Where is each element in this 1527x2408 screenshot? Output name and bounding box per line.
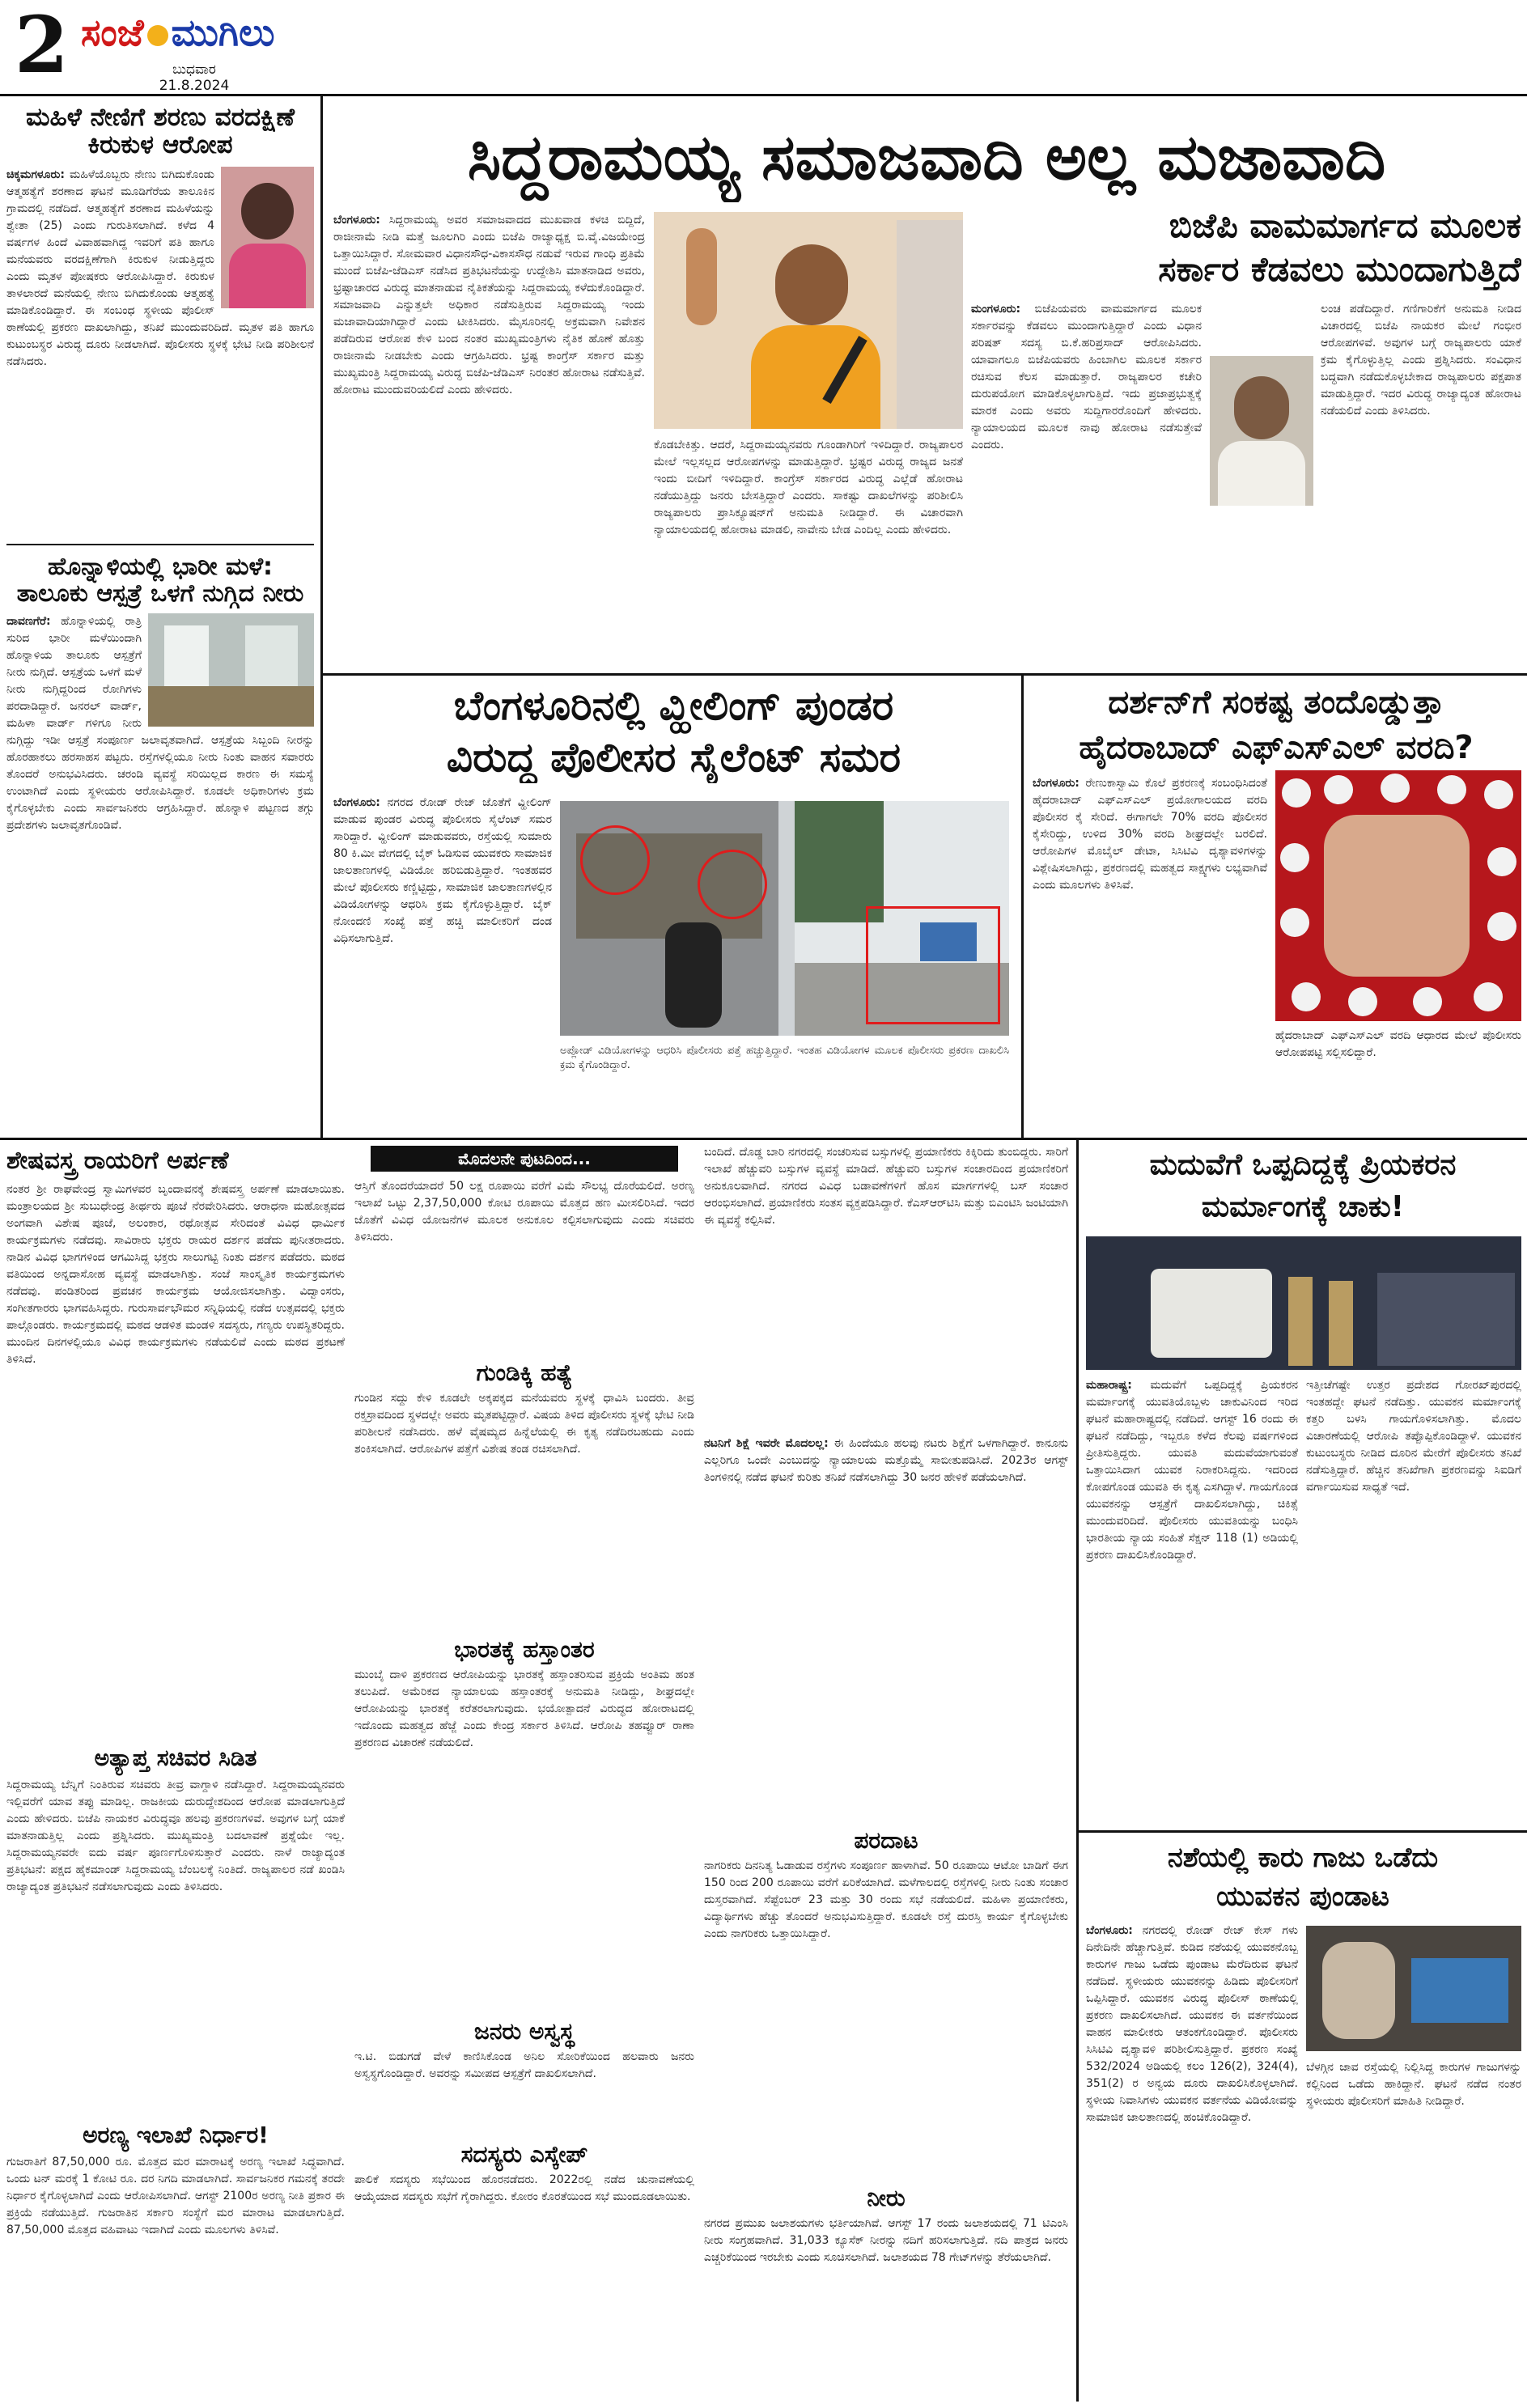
continued-text1: ಆಸ್ತಿಗೆ ತೊಂದರೆಯಾದರೆ 50 ಲಕ್ಷ ರೂಪಾಯಿ ವರೆಗೆ ವಿಮೆ ಸೌಲಭ್ಯ ದೊರೆಯಲಿದೆ. ಅರಣ್ಯ ಇಲಾಖೆ ಒಟ್ಟು 2,37,50,000 ಕೋಟಿ ರೂಪಾಯಿ ಮೊತ್ತದ ಹಣ ಮೀಸಲಿರಿಸಿದೆ. ಇದರ ಜೊತೆಗೆ ವಿವಿಧ ಯೋಜನೆಗಳ ಮೂಲಕ ಅನುಕೂಲ ಕಲ್ಪಿಸಲಾಗುವುದು ಎಂದು ಸಚಿವರು ತಿಳಿಸಿದರು. xyxy=(354,1180,694,1244)
left-story1-dateline: ಚಿಕ್ಕಮಗಳೂರು: xyxy=(6,168,65,182)
masthead xyxy=(0,0,1527,95)
lead-col1-dateline: ಬೆಂಗಳೂರು: xyxy=(333,214,380,227)
sheshavastra-column xyxy=(6,1144,345,2402)
neeru-subhead: ನೀರು xyxy=(867,2185,906,2211)
photo-ward xyxy=(245,625,298,686)
lover-body2: ಇತ್ತೀಚೆಗಷ್ಟೇ ಉತ್ತರ ಪ್ರದೇಶದ ಗೋರಖ್‌ಪುರದಲ್ಲಿ ಇಂತಹದ್ದೇ ಘಟನೆ ನಡೆದಿತ್ತು. ಯುವಕನ ಮರ್ಮಾಂಗಕ್ಕೆ ಕತ್ತರಿ ಬಳಸಿ ಗಾಯಗೊಳಿಸಲಾಗಿತ್ತು. ಮೊದಲ ವಿಚಾರಣೆಯಲ್ಲಿ ಆರೋಪಿ ತಪ್ಪೊಪ್ಪಿಕೊಂಡಿದ್ದಾಳೆ. ಯುವಕನ ಕುಟುಂಬಸ್ಥರು ನೀಡಿದ ದೂರಿನ ಮೇರೆಗೆ ಪೊಲೀಸರು ತನಿಖೆ ನಡೆಸುತ್ತಿದ್ದಾರೆ. ಹೆಚ್ಚಿನ ತನಿಖೆಗಾಗಿ ಪ್ರಕರಣವನ್ನು ಸಿಐಡಿಗೆ ವರ್ಗಾಯಿಸುವ ಸಾಧ್ಯತೆ ಇದೆ. xyxy=(1306,1379,1521,1494)
hariprasad-photo xyxy=(1210,356,1313,506)
escape-text: ಪಾಲಿಕೆ ಸದಸ್ಯರು ಸಭೆಯಿಂದ ಹೊರನಡೆದರು. 2022ರಲ್ಲಿ ನಡೆದ ಚುನಾವಣೆಯಲ್ಲಿ ಆಯ್ಕೆಯಾದ ಸದಸ್ಯರು ಸಭೆಗೆ ಗೈರಾಗಿದ್ದರು. ಕೋರಂ ಕೊರತೆಯಿಂದ ಸಭೆ ಮುಂದೂಡಲಾಯಿತು. xyxy=(354,2173,694,2203)
lover-text: ಮದುವೆಗೆ ಒಪ್ಪದಿದ್ದಕ್ಕೆ ಪ್ರಿಯಕರನ ಮರ್ಮಾಂಗಕ್ಕೆ ಯುವತಿಯೊಬ್ಬಳು ಚಾಕುವಿನಿಂದ ಇರಿದ ಘಟನೆ ಮಹಾರಾಷ್ಟ್ರದಲ್ಲಿ ನಡೆದಿದೆ. ಆಗಸ್ಟ್ 16 ರಂದು ಈ ಘಟನೆ ನಡೆದಿದ್ದು, ಇಬ್ಬರೂ ಕಳೆದ ಕೆಲವು ವರ್ಷಗಳಿಂದ ಪ್ರೀತಿಸುತ್ತಿದ್ದರು. ಯುವತಿ ಮದುವೆಯಾಗುವಂತೆ ಒತ್ತಾಯಿಸಿದಾಗ ಯುವಕ ನಿರಾಕರಿಸಿದ್ದನು. ಇದರಿಂದ ಕೋಪಗೊಂಡ ಯುವತಿ ಈ ಕೃತ್ಯ ಎಸಗಿದ್ದಾಳೆ. ಗಾಯಗೊಂಡ ಯುವಕನನ್ನು ಆಸ್ಪತ್ರೆಗೆ ದಾಖಲಿಸಲಾಗಿದ್ದು, ಚಿಕಿತ್ಸೆ ಮುಂದುವರಿದಿದೆ. ಪೊಲೀಸರು ಯುವತಿಯನ್ನು ಬಂಧಿಸಿ ಭಾರತೀಯ ನ್ಯಾಯ ಸಂಹಿತೆ ಸೆಕ್ಷನ್ 118 (1) ಅಡಿಯಲ್ಲಿ ಪ್ರಕರಣ ದಾಖಲಿಸಿಕೊಂಡಿದ್ದಾರೆ. xyxy=(1086,1379,1298,1562)
lead-col1 xyxy=(333,212,645,665)
gundikki-subhead: ಗುಂಡಿಕ್ಕಿ ಹತ್ಯೆ xyxy=(476,1359,573,1386)
photo-face xyxy=(1234,376,1289,439)
newspaper-logo xyxy=(81,6,308,58)
left-divider xyxy=(6,544,314,545)
lead-subhead xyxy=(971,204,1521,291)
sick-text: ಇ.ಟಿ. ಬಿಡುಗಡೆ ವೇಳೆ ಕಾಣಿಸಿಕೊಂಡ ಅನಿಲ ಸೋರಿಕೆಯಿಂದ ಹಲವಾರು ಜನರು ಅಸ್ವಸ್ಥಗೊಂಡಿದ್ದಾರೆ. ಅವರನ್ನು ಸಮೀಪದ ಆಸ್ಪತ್ರೆಗೆ ದಾಖಲಿಸಲಾಗಿದೆ. xyxy=(354,2050,694,2080)
photo-door xyxy=(164,625,209,686)
darshan-collage-photo xyxy=(1275,770,1521,1021)
flooded-hospital-photo xyxy=(148,613,314,727)
photo-policeman xyxy=(1329,1281,1353,1366)
lead-subhead-line1: ಬಿಜೆಪಿ ವಾಮಮಾರ್ಗದ ಮೂಲಕ xyxy=(1169,206,1521,245)
left-story1-body xyxy=(6,167,314,539)
paradata-text: ನಾಗರಿಕರು ದಿನನಿತ್ಯ ಓಡಾಡುವ ರಸ್ತೆಗಳು ಸಂಪೂರ್ಣ ಹಾಳಾಗಿವೆ. 50 ರೂಪಾಯಿ ಆಟೋ ಬಾಡಿಗೆ ಈಗ 150 ರಿಂದ 200 ರೂಪಾಯಿ ವರೆಗೆ ಏರಿಕೆಯಾಗಿದೆ. ಮಳೆಗಾಲದಲ್ಲಿ ರಸ್ತೆಗಳಲ್ಲಿ ನೀರು ನಿಂತು ಸಂಚಾರ ದುಸ್ತರವಾಗಿದೆ. ಸೆಪ್ಟೆಂಬರ್ 23 ಮತ್ತು 30 ರಂದು ಸಭೆ ನಡೆಯಲಿದೆ. ಮಹಿಳಾ ಪ್ರಯಾಣಿಕರು, ವಿದ್ಯಾರ್ಥಿಗಳು ಹೆಚ್ಚು ತೊಂದರೆ ಅನುಭವಿಸುತ್ತಿದ್ದಾರೆ. ಕೂಡಲೇ ರಸ್ತೆ ದುರಸ್ತಿ ಕಾರ್ಯ ಕೈಗೊಳ್ಳಬೇಕು ಎಂದು ನಾಗರಿಕರು ಒತ್ತಾಯಿಸಿದ್ದಾರೆ. xyxy=(704,1859,1068,1940)
sheshavastra-headline: ಶೇಷವಸ್ತ್ರ ರಾಯರಿಗೆ ಅರ್ಪಣೆ xyxy=(6,1147,229,1175)
continued-tag: ಮೊದಲನೇ ಪುಟದಿಂದ... xyxy=(371,1146,678,1172)
photo-trees xyxy=(795,801,884,922)
darshan-headline-line2: ಹೈದರಾಬಾದ್ ಎಫ್‌ಎಸ್‌ಎಲ್ ವರದಿ? xyxy=(1079,729,1474,766)
photo-portrait-circle xyxy=(1381,774,1410,803)
gundikki-text: ಗುಂಡಿನ ಸದ್ದು ಕೇಳಿ ಕೂಡಲೇ ಅಕ್ಕಪಕ್ಕದ ಮನೆಯವರು ಸ್ಥಳಕ್ಕೆ ಧಾವಿಸಿ ಬಂದರು. ತೀವ್ರ ರಕ್ತಸ್ರಾವದಿಂದ ಸ್ಥಳದಲ್ಲೇ ಅವರು ಮೃತಪಟ್ಟಿದ್ದಾರೆ. ವಿಷಯ ತಿಳಿದ ಪೊಲೀಸರು ಸ್ಥಳಕ್ಕೆ ಭೇಟಿ ನೀಡಿ ಪರಿಶೀಲನೆ ನಡೆಸಿದರು. ಹಳೆ ವೈಷಮ್ಯದ ಹಿನ್ನೆಲೆಯಲ್ಲಿ ಈ ಕೃತ್ಯ ನಡೆದಿರಬಹುದು ಎಂದು ಶಂಕಿಸಲಾಗಿದೆ. ಆರೋಪಿಗಳ ಪತ್ತೆಗೆ ವಿಶೇಷ ತಂಡ ರಚಿಸಲಾಗಿದೆ. xyxy=(354,1392,694,1456)
photo-portrait-circle xyxy=(1324,775,1353,804)
wheeling-caption: ಅಪ್ಲೋಡ್ ವಿಡಿಯೋಗಳನ್ನು ಆಧರಿಸಿ ಪೊಲೀಸರು ಪತ್ತೆ ಹಚ್ಚುತ್ತಿದ್ದಾರೆ. ಇಂತಹ ವಿಡಿಯೋಗಳ ಮೂಲಕ ಪೊಲೀಸರು ಪ್ರಕರಣ ದಾಖಲಿಸಿ ಕ್ರಮ ಕೈಗೊಂಡಿದ್ದಾರೆ. xyxy=(560,1045,1009,1071)
photo-face-shape xyxy=(241,183,294,240)
photo-portrait-circle xyxy=(1348,987,1377,1016)
lead-col2-text: ಕೊಡಬೇಕಿತ್ತು. ಆದರೆ, ಸಿದ್ದರಾಮಯ್ಯನವರು ಗೂಂಡಾಗಿರಿಗೆ ಇಳಿದಿದ್ದಾರೆ. ರಾಜ್ಯಪಾಲರ ಮೇಲೆ ಇಲ್ಲಸಲ್ಲದ ಆರೋಪಗಳನ್ನು ಮಾಡುತ್ತಿದ್ದಾರೆ. ಭ್ರಷ್ಟರ ವಿರುದ್ಧ ರಾಜ್ಯದ ಜನತೆ ಇಂದು ಬೀದಿಗೆ ಇಳಿದಿದ್ದಾರೆ. ಕಾಂಗ್ರೆಸ್ ಸರ್ಕಾರದ ವಿರುದ್ಧ ಎಲ್ಲೆಡೆ ಹೋರಾಟ ನಡೆಯುತ್ತಿದ್ದು ಜನರು ಬೇಸತ್ತಿದ್ದಾರೆ ಎಂದರು. ಸಾಕಷ್ಟು ದಾಖಲೆಗಳನ್ನು ಪರಿಶೀಲಿಸಿ ರಾಜ್ಯಪಾಲರು ಪ್ರಾಸಿಕ್ಯೂಷನ್‌ಗೆ ಅನುಮತಿ ನೀಡಿದ್ದಾರೆ. ಈ ವಿಚಾರವಾಗಿ ನ್ಯಾಯಾಲಯದಲ್ಲಿ ಹೋರಾಟ ಮಾಡಲಿ, ನಾವೇನು ಬೇಡ ಎಂದಿಲ್ಲ ಎಂದು ಹೇಳಿದರು. xyxy=(654,439,963,536)
photo-portrait-circle xyxy=(1282,778,1311,808)
photo-portrait-circle xyxy=(1487,847,1516,876)
escape-subhead: ಸದಸ್ಯರು ಎಸ್ಕೇಪ್ xyxy=(460,2141,588,2168)
ganja-headline-line1: ನಶೆಯಲ್ಲಿ ಕಾರು ಗಾಜು ಒಡೆದು xyxy=(1167,1842,1439,1874)
logo-part1: ಸಂಜೆ xyxy=(81,11,144,54)
top-rule xyxy=(0,94,1527,96)
lead-subhead-line2: ಸರ್ಕಾರ ಕೆಡವಲು ಮುಂದಾಗುತ್ತಿದೆ xyxy=(1158,249,1521,289)
highlight-box xyxy=(866,906,1000,1024)
left-column-rule xyxy=(320,95,323,1139)
handover-text: ಮುಂಬೈ ದಾಳಿ ಪ್ರಕರಣದ ಆರೋಪಿಯನ್ನು ಭಾರತಕ್ಕೆ ಹಸ್ತಾಂತರಿಸುವ ಪ್ರಕ್ರಿಯೆ ಅಂತಿಮ ಹಂತ ತಲುಪಿದೆ. ಅಮೆರಿಕದ ನ್ಯಾಯಾಲಯ ಹಸ್ತಾಂತರಕ್ಕೆ ಅನುಮತಿ ನೀಡಿದ್ದು, ಶೀಘ್ರದಲ್ಲೇ ಆರೋಪಿಯನ್ನು ಭಾರತಕ್ಕೆ ಕರೆತರಲಾಗುವುದು. ಭಯೋತ್ಪಾದನೆ ವಿರುದ್ಧದ ಹೋರಾಟದಲ್ಲಿ ಇದೊಂದು ಮಹತ್ವದ ಹೆಜ್ಜೆ ಎಂದು ಕೇಂದ್ರ ಸರ್ಕಾರ ತಿಳಿಸಿದೆ. ಆರೋಪಿ ತಹವ್ವೂರ್ ರಾಣಾ ಪ್ರಕರಣದ ವಿಚಾರಣೆ ನಡೆಯಲಿದೆ. xyxy=(354,1668,694,1749)
lead-col3 xyxy=(971,301,1202,667)
lead-col3-text: ಬಿಜೆಪಿಯವರು ವಾಮಮಾರ್ಗದ ಮೂಲಕ ಸರ್ಕಾರವನ್ನು ಕೆಡವಲು ಮುಂದಾಗುತ್ತಿದ್ದಾರೆ ಎಂದು ವಿಧಾನ ಪರಿಷತ್ ಸದಸ್ಯ ಬಿ.ಕೆ.ಹರಿಪ್ರಸಾದ್ ಆರೋಪಿಸಿದರು. ಯಾವಾಗಲೂ ಬಿಜೆಪಿಯವರು ಹಿಂಬಾಗಿಲ ಮೂಲಕ ಸರ್ಕಾರ ರಚಿಸುವ ಕೆಲಸ ಮಾಡುತ್ತಾರೆ. ರಾಜ್ಯಪಾಲರ ಕಚೇರಿ ದುರುಪಯೋಗ ಮಾಡಿಕೊಳ್ಳಲಾಗುತ್ತಿದೆ. ಇದು ಪ್ರಜಾಪ್ರಭುತ್ವಕ್ಕೆ ಮಾರಕ ಎಂದು ಅವರು ಸುದ್ದಿಗಾರರೊಂದಿಗೆ ಹೇಳಿದರು. ನ್ಯಾಯಾಲಯದ ಮೂಲಕ ನಾವು ಹೋರಾಟ ನಡೆಸುತ್ತೇವೆ ಎಂದರು. xyxy=(971,303,1202,451)
middle-column xyxy=(704,1144,1068,2402)
minister-text: ಸಿದ್ದರಾಮಯ್ಯ ಬೆನ್ನಿಗೆ ನಿಂತಿರುವ ಸಚಿವರು ತೀವ್ರ ವಾಗ್ದಾಳಿ ನಡೆಸಿದ್ದಾರೆ. ಸಿದ್ದರಾಮಯ್ಯನವರು ಇಲ್ಲಿವರೆಗೆ ಯಾವ ತಪ್ಪು ಮಾಡಿಲ್ಲ. ರಾಜಕೀಯ ದುರುದ್ದೇಶದಿಂದ ಆರೋಪ ಮಾಡಲಾಗುತ್ತಿದೆ ಎಂದು ಹೇಳಿದರು. ಬಿಜೆಪಿ ನಾಯಕರ ವಿರುದ್ಧವೂ ಹಲವು ಪ್ರಕರಣಗಳಿವೆ. ಅವುಗಳ ಬಗ್ಗೆ ಯಾಕೆ ಮಾತನಾಡುತ್ತಿಲ್ಲ ಎಂದು ಪ್ರಶ್ನಿಸಿದರು. ಮುಖ್ಯಮಂತ್ರಿ ಬದಲಾವಣೆ ಪ್ರಶ್ನೆಯೇ ಇಲ್ಲ. ಸಿದ್ದರಾಮಯ್ಯನವರೇ ಐದು ವರ್ಷ ಪೂರ್ಣಗೊಳಿಸುತ್ತಾರೆ ಎಂದರು. ನಾಳೆ ರಾಜ್ಯಾದ್ಯಂತ ಪ್ರತಿಭಟನೆ: ಪಕ್ಷದ ಹೈಕಮಾಂಡ್ ಸಿದ್ದರಾಮಯ್ಯ ಬೆಂಬಲಕ್ಕೆ ನಿಂತಿದೆ. ರಾಜ್ಯಪಾಲರ ನಡೆ ಖಂಡಿಸಿ ರಾಜ್ಯಾದ್ಯಂತ ಪ್ರತಿಭಟನೆ ನಡೆಸಲಾಗುವುದು ಎಂದು ತಿಳಿಸಿದರು. xyxy=(6,1778,345,1893)
lead-col1-text: ಸಿದ್ದರಾಮಯ್ಯ ಅವರ ಸಮಾಜವಾದದ ಮುಖವಾಡ ಕಳಚಿ ಬಿದ್ದಿದೆ, ರಾಜೀನಾಮೆ ನೀಡಿ ಮತ್ತೆ ಜೂಲಗಿರಿ ಎಂದು ಬಿಜೆಪಿ ರಾಜ್ಯಾಧ್ಯಕ್ಷ ಬಿ.ವೈ.ವಿಜಯೇಂದ್ರ ಒತ್ತಾಯಿಸಿದ್ದಾರೆ. ಸೋಮವಾರ ವಿಧಾನಸೌಧ-ವಿಕಾಸಸೌಧ ನಡುವೆ ಇರುವ ಗಾಂಧಿ ಪ್ರತಿಮೆ ಮುಂದೆ ಬಿಜೆಪಿ-ಜೆಡಿಎಸ್ ನಡೆಸಿದ ಪ್ರತಿಭಟನೆಯನ್ನು ಉದ್ದೇಶಿಸಿ ಮಾತನಾಡಿದ ಅವರು, ಭ್ರಷ್ಟಾಚಾರದ ವಿರುದ್ಧ ಮಾತನಾಡುವ ನೈತಿಕತೆಯನ್ನು ಸಿದ್ದರಾಮಯ್ಯ ಕಳೆದುಕೊಂಡಿದ್ದಾರೆ. ಸಮಾಜವಾದಿ ಎನ್ನುತ್ತಲೇ ಅಧಿಕಾರ ನಡೆಸುತ್ತಿರುವ ಸಿದ್ದರಾಮಯ್ಯ ಇಂದು ಮಜಾವಾದಿಯಾಗಿದ್ದಾರೆ ಎಂದು ಟೀಕಿಸಿದರು. ಮೈಸೂರಿನಲ್ಲಿ ಅಕ್ರಮವಾಗಿ ನಿವೇಶನ ಪಡೆದಿರುವ ಆರೋಪ ಕೇಳಿ ಬಂದ ನಂತರ ಮುಖ್ಯಮಂತ್ರಿಗಳು ನೈತಿಕ ಹೊಣೆ ಹೊತ್ತು ರಾಜೀನಾಮೆ ನೀಡಬೇಕು ಎಂದು ಆಗ್ರಹಿಸಿದರು. ಭ್ರಷ್ಟ ಕಾಂಗ್ರೆಸ್ ಸರ್ಕಾರ ಮತ್ತು ಮುಖ್ಯಮಂತ್ರಿ ಸಿದ್ದರಾಮಯ್ಯ ವಿರುದ್ಧ ಬಿಜೆಪಿ-ಜೆಡಿಎಸ್ ನಿರಂತರ ಹೋರಾಟ ನಡೆಸುತ್ತಿವೆ. ಹೋರಾಟ ಮುಂದುವರಿಯಲಿದೆ ಎಂದು ಹೇಳಿದರು. xyxy=(333,214,645,396)
police-scene-photo xyxy=(1086,1236,1521,1370)
mid-subhead-inline: ನಟನಿಗೆ ಶಿಕ್ಷೆ ಇವರೇ ಮೊದಲಲ್ಲ: xyxy=(704,1437,829,1450)
ganja-dateline: ಬೆಂಗಳೂರು: xyxy=(1086,1924,1133,1937)
photo-police-van xyxy=(1151,1269,1272,1358)
highlight-circle xyxy=(580,825,650,895)
logo-part2: ಮುಗಿಲು xyxy=(171,11,275,54)
left-column xyxy=(6,99,314,1134)
photo-portrait-circle xyxy=(1413,987,1442,1016)
photo-couple xyxy=(1324,815,1470,977)
sick-subhead: ಜನರು ಅಸ್ವಸ್ಥ xyxy=(474,2018,575,2045)
left-story2-text: ಹೊನ್ನಾಳಿಯಲ್ಲಿ ರಾತ್ರಿ ಸುರಿದ ಭಾರೀ ಮಳೆಯಿಂದಾಗಿ ಹೊನ್ನಾಳಿಯ ತಾಲೂಕು ಆಸ್ಪತ್ರೆಗೆ ನೀರು ನುಗ್ಗಿದೆ. ಆಸ್ಪತ್ರೆಯ ಒಳಗೆ ಮಳೆ ನೀರು ನುಗ್ಗಿದ್ದರಿಂದ ರೋಗಿಗಳು ಪರದಾಡಿದ್ದಾರೆ. ಜನರಲ್ ವಾರ್ಡ್, ಮಹಿಳಾ ವಾರ್ಡ್ ಗಳಿಗೂ ನೀರು ನುಗ್ಗಿದ್ದು ಇಡೀ ಆಸ್ಪತ್ರೆ ಸಂಪೂರ್ಣ ಜಲಾವೃತವಾಗಿದೆ. ಆಸ್ಪತ್ರೆಯ ಸಿಬ್ಬಂದಿ ನೀರನ್ನು ಹೊರಹಾಕಲು ಹರಸಾಹಸ ಪಟ್ಟರು. ರಸ್ತೆಗಳಲ್ಲಿಯೂ ನೀರು ನಿಂತು ವಾಹನ ಸವಾರರು ತೊಂದರೆ ಅನುಭವಿಸಿದರು. ಚರಂಡಿ ವ್ಯವಸ್ಥೆ ಸರಿಯಿಲ್ಲದ ಕಾರಣ ಈ ಸಮಸ್ಯೆ ಉಂಟಾಗಿದೆ ಎಂದು ಸ್ಥಳೀಯರು ಆರೋಪಿಸಿದ್ದಾರೆ. ಕೂಡಲೇ ಅಧಿಕಾರಿಗಳು ಕ್ರಮ ಕೈಗೊಳ್ಳಬೇಕು ಎಂದು ಸಾರ್ವಜನಿಕರು ಆಗ್ರಹಿಸಿದ್ದಾರೆ. ಹೊನ್ನಾಳಿ ಪಟ್ಟಣದ ತಗ್ಗು ಪ್ರದೇಶಗಳು ಜಲಾವೃತಗೊಂಡಿವೆ. xyxy=(6,615,314,833)
left-story2-body xyxy=(6,613,314,1034)
right-column-rule xyxy=(1076,1139,1079,2402)
darshan-headline-line1: ದರ್ಶನ್‌ಗೆ ಸಂಕಷ್ಟ ತಂದೊಡ್ಡುತ್ತಾ xyxy=(1108,684,1444,721)
left-story1-text: ಮಹಿಳೆಯೊಬ್ಬರು ನೇಣು ಬಿಗಿದುಕೊಂಡು ಆತ್ಮಹತ್ಯೆಗೆ ಶರಣಾದ ಘಟನೆ ಮೂಡಿಗೆರೆಯ ತಾಲೂಕಿನ ಗ್ರಾಮದಲ್ಲಿ ನಡೆದಿದೆ. ಆತ್ಮಹತ್ಯೆಗೆ ಶರಣಾದ ಮಹಿಳೆಯನ್ನು ಶ್ವೇತಾ (25) ಎಂದು ಗುರುತಿಸಲಾಗಿದೆ. ಕಳೆದ 4 ವರ್ಷಗಳ ಹಿಂದೆ ವಿವಾಹವಾಗಿದ್ದ ಇವರಿಗೆ ಪತಿ ಹಾಗೂ ಮನೆಯವರು ವರದಕ್ಷಿಣೆಗಾಗಿ ಕಿರುಕುಳ ನೀಡುತ್ತಿದ್ದರು ಎಂದು ಮೃತಳ ಪೋಷಕರು ಆರೋಪಿಸಿದ್ದಾರೆ. ಕಿರುಕುಳ ತಾಳಲಾರದೆ ಮನೆಯಲ್ಲಿ ನೇಣು ಬಿಗಿದುಕೊಂಡು ಆತ್ಮಹತ್ಯೆ ಮಾಡಿಕೊಂಡಿದ್ದಾರೆ. ಈ ಸಂಬಂಧ ಸ್ಥಳೀಯ ಪೊಲೀಸ್ ಠಾಣೆಯಲ್ಲಿ ಪ್ರಕರಣ ದಾಖಲಾಗಿದ್ದು, ತನಿಖೆ ಮುಂದುವರಿದಿದೆ. ಮೃತಳ ಪತಿ ಹಾಗೂ ಕುಟುಂಬಸ್ಥರ ವಿರುದ್ಧ ದೂರು ನೀಡಲಾಗಿದೆ. ಪೊಲೀಸರು ಸ್ಥಳಕ್ಕೆ ಭೇಟಿ ನೀಡಿ ಪರಿಶೀಲನೆ ನಡೆಸಿದರು. xyxy=(6,168,314,369)
photo-background-poster xyxy=(897,220,963,429)
right-split-rule xyxy=(1076,1830,1527,1833)
handover-subhead: ಭಾರತಕ್ಕೆ ಹಸ್ತಾಂತರ xyxy=(454,1636,595,1663)
date-label: 21.8.2024 xyxy=(159,78,230,94)
lead-col4 xyxy=(1321,301,1521,667)
lover-headline-line2: ಮರ್ಮಾಂಗಕ್ಕೆ ಚಾಕು! xyxy=(1201,1190,1405,1223)
photo-portrait-circle xyxy=(1292,982,1321,1011)
photo-floodwater xyxy=(148,686,314,727)
photo-portrait-circle xyxy=(1487,912,1516,941)
ganja-body xyxy=(1086,1923,1298,2396)
wheeling-headline-line2: ವಿರುದ್ಧ ಪೊಲೀಸರ ಸೈಲೆಂಟ್ ಸಮರ xyxy=(446,734,901,781)
mid-text2-block xyxy=(704,1435,1068,1824)
minister-subhead: ಅತ್ಯಾಪ್ತ ಸಚಿವರ ಸಿಡಿತ xyxy=(94,1745,257,1771)
lead-bottom-rule xyxy=(320,673,1527,676)
paradata-subhead: ಪರದಾಟ xyxy=(854,1827,918,1854)
darshan-rule xyxy=(1021,673,1024,1139)
ganja-photo xyxy=(1306,1926,1521,2051)
woman-photo xyxy=(221,167,314,308)
vijayendra-photo xyxy=(654,212,963,429)
photo-portrait-circle xyxy=(1437,775,1466,804)
lover-body xyxy=(1086,1377,1298,1826)
lead-col3-dateline: ಮಂಗಳೂರು: xyxy=(971,303,1021,316)
lead-col2 xyxy=(654,437,963,665)
wheeling-photo xyxy=(560,801,1009,1036)
neeru-text: ನಗರದ ಪ್ರಮುಖ ಜಲಾಶಯಗಳು ಭರ್ತಿಯಾಗಿವೆ. ಆಗಸ್ಟ್ 17 ರಂದು ಜಲಾಶಯದಲ್ಲಿ 71 ಟಿಎಂಸಿ ನೀರು ಸಂಗ್ರಹವಾಗಿದೆ. 31,033 ಕ್ಯೂಸೆಕ್ ನೀರನ್ನು ನದಿಗೆ ಹರಿಸಲಾಗುತ್ತಿದೆ. ನದಿ ಪಾತ್ರದ ಜನರು ಎಚ್ಚರಿಕೆಯಿಂದ ಇರಬೇಕು ಎಂದು ಸೂಚಿಸಲಾಗಿದೆ. ಜಲಾಶಯದ 78 ಗೇಟ್‌ಗಳನ್ನು ತೆರೆಯಲಾಗಿದೆ. xyxy=(704,2217,1068,2264)
page-number: 2 xyxy=(15,5,69,90)
darshan-body2: ಹೈದರಾಬಾದ್ ಎಫ್‌ಎಸ್‌ಎಲ್ ವರದಿ ಆಧಾರದ ಮೇಲೆ ಪೊಲೀಸರು ಆರೋಪಪಟ್ಟಿ ಸಲ್ಲಿಸಲಿದ್ದಾರೆ. xyxy=(1275,1029,1521,1059)
wheeling-text: ನಗರದ ರೋಡ್ ರೇಜ್ ಜೊತೆಗೆ ವ್ಹೀಲಿಂಗ್ ಮಾಡುವ ಪುಂಡರ ವಿರುದ್ಧ ಪೊಲೀಸರು ಸೈಲೆಂಟ್ ಸಮರ ಸಾರಿದ್ದಾರೆ. ವ್ಹೀಲಿಂಗ್ ಮಾಡುವವರು, ರಸ್ತೆಯಲ್ಲಿ ಸುಮಾರು 80 ಕಿ.ಮೀ ವೇಗದಲ್ಲಿ ಬೈಕ್ ಓಡಿಸುವ ಯುವಕರು ಸಾಮಾಜಿಕ ಜಾಲತಾಣಗಳಲ್ಲಿ ವಿಡಿಯೋ ಹರಿಬಿಡುತ್ತಿದ್ದಾರೆ. ಇಂತಹವರ ಮೇಲೆ ಪೊಲೀಸರು ಕಣ್ಣಿಟ್ಟಿದ್ದು, ಸಾಮಾಜಿಕ ಜಾಲತಾಣಗಳಲ್ಲಿನ ವಿಡಿಯೋಗಳನ್ನು ಆಧರಿಸಿ ಕ್ರಮ ಕೈಗೊಳ್ಳುತ್ತಿದ್ದಾರೆ. ಬೈಕ್ ನೋಂದಣಿ ಸಂಖ್ಯೆ ಪತ್ತೆ ಹಚ್ಚಿ ಮಾಲೀಕರಿಗೆ ದಂಡ ವಿಧಿಸಲಾಗುತ್ತಿದೆ. xyxy=(333,796,552,945)
photo-portrait-circle xyxy=(1280,908,1309,937)
darshan-headline xyxy=(1031,680,1521,770)
lead-headline: ಸಿದ್ದರಾಮಯ್ಯ ಸಮಾಜವಾದಿ ಅಲ್ಲ ಮಜಾವಾದಿ xyxy=(467,121,1386,194)
highlight-circle xyxy=(698,850,767,919)
left-story2-dateline: ದಾವಣಗೆರೆ: xyxy=(6,615,51,629)
photo-youth xyxy=(1322,1942,1395,2039)
mid-rule xyxy=(0,1138,1527,1140)
photo-rider xyxy=(665,922,722,1028)
dateline xyxy=(113,61,275,94)
ganja-headline-line2: ಯುವಕನ ಪುಂಡಾಟ xyxy=(1216,1880,1389,1913)
photo-portrait-circle xyxy=(1474,982,1503,1011)
photo-policeman xyxy=(1288,1277,1313,1366)
photo-screen xyxy=(1411,1958,1508,2023)
forest-text: ಗುಜರಾತಿಗೆ 87,50,000 ರೂ. ಮೊತ್ತದ ಮರ ಮಾರಾಟಕ್ಕೆ ಅರಣ್ಯ ಇಲಾಖೆ ಸಿದ್ಧವಾಗಿದೆ. ಒಂದು ಟನ್ ಮರಕ್ಕೆ 1 ಕೋಟಿ ರೂ. ದರ ನಿಗದಿ ಮಾಡಲಾಗಿದೆ. ಸಾರ್ವಜನಿಕರ ಗಮನಕ್ಕೆ ತರದೇ ನಿರ್ಧಾರ ಕೈಗೊಳ್ಳಲಾಗಿದೆ ಎಂದು ಆರೋಪಿಸಲಾಗಿದೆ. ಆಗಸ್ಟ್ 2100ರ ಅರಣ್ಯ ನೀತಿ ಪ್ರಕಾರ ಈ ಪ್ರಕ್ರಿಯೆ ನಡೆಯುತ್ತಿದೆ. ಗುಜರಾತಿನ ಸರ್ಕಾರಿ ಸಂಸ್ಥೆಗೆ ಮರ ಮಾರಾಟ ಮಾಡಲಾಗುತ್ತಿದೆ. 87,50,000 ಮೊತ್ತದ ವಹಿವಾಟು ಇದಾಗಿದೆ ಎಂದು ಮೂಲಗಳು ತಿಳಿಸಿವೆ. xyxy=(6,2156,345,2236)
sun-icon xyxy=(147,25,168,46)
lover-dateline: ಮಹಾರಾಷ್ಟ್ರ: xyxy=(1086,1379,1132,1392)
darshan-text: ರೇಣುಕಾಸ್ವಾಮಿ ಕೊಲೆ ಪ್ರಕರಣಕ್ಕೆ ಸಂಬಂಧಿಸಿದಂತೆ ಹೈದರಾಬಾದ್ ಎಫ್‌ಎಸ್‌ಎಲ್ ಪ್ರಯೋಗಾಲಯದ ವರದಿ ಪೊಲೀಸರ ಕೈ ಸೇರಿದೆ. ಈಗಾಗಲೇ 70% ವರದಿ ಪೊಲೀಸರ ಕೈಸೇರಿದ್ದು, ಉಳಿದ 30% ವರದಿ ಶೀಘ್ರದಲ್ಲೇ ಬರಲಿದೆ. ಆರೋಪಿಗಳ ಮೊಬೈಲ್ ಡೇಟಾ, ಸಿಸಿಟಿವಿ ದೃಶ್ಯಾವಳಿಗಳನ್ನು ವಿಶ್ಲೇಷಿಸಲಾಗಿದ್ದು, ಪ್ರಕರಣದಲ್ಲಿ ಮಹತ್ವದ ಸಾಕ್ಷ್ಯಗಳು ಲಭ್ಯವಾಗಿವೆ ಎಂದು ಮೂಲಗಳು ತಿಳಿಸಿವೆ. xyxy=(1033,777,1267,892)
lover-headline-line1: ಮದುವೆಗೆ ಒಪ್ಪದಿದ್ದಕ್ಕೆ ಪ್ರಿಯಕರನ xyxy=(1149,1148,1457,1181)
wheeling-body xyxy=(333,795,552,1134)
continued-column xyxy=(354,1144,694,2402)
wheeling-headline xyxy=(332,680,1016,783)
lover-headline xyxy=(1084,1144,1521,1228)
mid-text1: ಬಂದಿದೆ. ದೊಡ್ಡ ಬಾರಿ ನಗರದಲ್ಲಿ ಸಂಚರಿಸುವ ಬಸ್ಸುಗಳಲ್ಲಿ ಪ್ರಯಾಣಿಕರು ಕಿಕ್ಕಿರಿದು ತುಂಬಿದ್ದರು. ಸಾರಿಗೆ ಇಲಾಖೆ ಹೆಚ್ಚುವರಿ ಬಸ್ಸುಗಳ ವ್ಯವಸ್ಥೆ ಮಾಡಿದೆ. ಹೆಚ್ಚುವರಿ ಬಸ್ಸುಗಳ ಸಂಚಾರದಿಂದ ಪ್ರಯಾಣಿಕರಿಗೆ ಅನುಕೂಲವಾಗಿದೆ. ನಗರದ ವಿವಿಧ ಬಡಾವಣೆಗಳಿಗೆ ಹೊಸ ಮಾರ್ಗಗಳಲ್ಲಿ ಬಸ್ ಸಂಚಾರ ಆರಂಭಿಸಲಾಗಿದೆ. ಪ್ರಯಾಣಿಕರು ಸಂತಸ ವ್ಯಕ್ತಪಡಿಸಿದ್ದಾರೆ. ಕೆಎಸ್ಆರ್‌ಟಿಸಿ ಮತ್ತು ಬಿಎಂಟಿಸಿ ಜಂಟಿಯಾಗಿ ಈ ವ್ಯವಸ್ಥೆ ಕಲ್ಪಿಸಿವೆ. xyxy=(704,1146,1068,1227)
wheeling-headline-line1: ಬೆಂಗಳೂರಿನಲ್ಲಿ ವ್ಹೀಲಿಂಗ್ ಪುಂಡರ xyxy=(453,682,894,729)
photo-crowd xyxy=(1377,1273,1515,1366)
photo-portrait-circle xyxy=(1484,780,1513,809)
left-story1-headline: ಮಹಿಳೆ ನೇಣಿಗೆ ಶರಣು ವರದಕ್ಷಿಣೆ ಕಿರುಕುಳ ಆರೋಪ xyxy=(25,103,295,160)
ganja-body2: ಬೆಳಗ್ಗಿನ ಜಾವ ರಸ್ತೆಯಲ್ಲಿ ನಿಲ್ಲಿಸಿದ್ದ ಕಾರುಗಳ ಗಾಜುಗಳನ್ನು ಕಲ್ಲಿನಿಂದ ಒಡೆದು ಹಾಕಿದ್ದಾನೆ. ಘಟನೆ ನಡೆದ ನಂತರ ಸ್ಥಳೀಯರು ಪೊಲೀಸರಿಗೆ ಮಾಹಿತಿ ನೀಡಿದ್ದಾರೆ. xyxy=(1306,2061,1521,2108)
photo-raised-fist xyxy=(686,228,717,325)
ganja-headline xyxy=(1084,1838,1521,1916)
wheeling-dateline: ಬೆಂಗಳೂರು: xyxy=(333,796,380,809)
photo-body-shape xyxy=(229,244,306,308)
photo-portrait-circle xyxy=(1280,843,1309,872)
darshan-body xyxy=(1033,775,1267,1018)
sheshavastra-text: ನಂತರ ಶ್ರೀ ರಾಘವೇಂದ್ರ ಸ್ವಾಮಿಗಳವರ ಬೃಂದಾವನಕ್ಕೆ ಶೇಷವಸ್ತ್ರ ಅರ್ಪಣೆ ಮಾಡಲಾಯಿತು. ಮಂತ್ರಾಲಯದ ಶ್ರೀ ಸುಬುಧೇಂದ್ರ ತೀರ್ಥರು ಪೂಜೆ ನೆರವೇರಿಸಿದರು. ಆರಾಧನಾ ಮಹೋತ್ಸವದ ಅಂಗವಾಗಿ ವಿಶೇಷ ಪೂಜೆ, ಅಲಂಕಾರ, ರಥೋತ್ಸವ ಸೇರಿದಂತೆ ವಿವಿಧ ಧಾರ್ಮಿಕ ಕಾರ್ಯಕ್ರಮಗಳು ನಡೆದವು. ಸಾವಿರಾರು ಭಕ್ತರು ರಾಯರ ದರ್ಶನ ಪಡೆದು ಪುನೀತರಾದರು. ನಾಡಿನ ವಿವಿಧ ಭಾಗಗಳಿಂದ ಆಗಮಿಸಿದ್ದ ಭಕ್ತರು ಸಾಲುಗಟ್ಟಿ ನಿಂತು ದರ್ಶನ ಪಡೆದರು. ಮಠದ ವತಿಯಿಂದ ಅನ್ನದಾಸೋಹ ವ್ಯವಸ್ಥೆ ಮಾಡಲಾಗಿತ್ತು. ಸಂಜೆ ಸಾಂಸ್ಕೃತಿಕ ಕಾರ್ಯಕ್ರಮಗಳು ನಡೆದವು. ಪಂಡಿತರಿಂದ ಪ್ರವಚನ ಕಾರ್ಯಕ್ರಮ ಆಯೋಜಿಸಲಾಗಿತ್ತು. ವಿದ್ವಾಂಸರು, ಸಂಗೀತಗಾರರು ಭಾಗವಹಿಸಿದ್ದರು. ಗುರುಸಾರ್ವಭೌಮರ ಸನ್ನಿಧಿಯಲ್ಲಿ ನಡೆದ ಉತ್ಸವದಲ್ಲಿ ಭಕ್ತರು ಪಾಲ್ಗೊಂಡರು. ಕಾರ್ಯಕ್ರಮದಲ್ಲಿ ಮಠದ ಆಡಳಿತ ಮಂಡಳಿ ಸದಸ್ಯರು, ಗಣ್ಯರು ಉಪಸ್ಥಿತರಿದ್ದರು. ಮುಂದಿನ ದಿನಗಳಲ್ಲಿಯೂ ವಿವಿಧ ಕಾರ್ಯಕ್ರಮಗಳು ನಡೆಯಲಿವೆ ಎಂದು ಮಠದ ಪ್ರಕಟಣೆ ತಿಳಿಸಿದೆ. xyxy=(6,1183,345,1366)
ganja-text: ನಗರದಲ್ಲಿ ರೋಡ್ ರೇಜ್ ಕೇಸ್ ಗಳು ದಿನೇದಿನೇ ಹೆಚ್ಚಾಗುತ್ತಿವೆ. ಕುಡಿದ ನಶೆಯಲ್ಲಿ ಯುವಕನೊಬ್ಬ ಕಾರುಗಳ ಗಾಜು ಒಡೆದು ಪುಂಡಾಟ ಮೆರೆದಿರುವ ಘಟನೆ ನಡೆದಿದೆ. ಸ್ಥಳೀಯರು ಯುವಕನನ್ನು ಹಿಡಿದು ಪೊಲೀಸರಿಗೆ ಒಪ್ಪಿಸಿದ್ದಾರೆ. ಯುವಕನ ವಿರುದ್ಧ ಪೊಲೀಸ್ ಠಾಣೆಯಲ್ಲಿ ಪ್ರಕರಣ ದಾಖಲಿಸಲಾಗಿದೆ. ಯುವಕನ ಈ ವರ್ತನೆಯಿಂದ ವಾಹನ ಮಾಲೀಕರು ಆತಂಕಗೊಂಡಿದ್ದಾರೆ. ಪೊಲೀಸರು ಸಿಸಿಟಿವಿ ದೃಶ್ಯಾವಳಿ ಪರಿಶೀಲಿಸುತ್ತಿದ್ದಾರೆ. ಪ್ರಕರಣ ಸಂಖ್ಯೆ 532/2024 ಅಡಿಯಲ್ಲಿ ಕಲಂ 126(2), 324(4), 351(2) ರ ಅನ್ವಯ ದೂರು ದಾಖಲಿಸಿಕೊಳ್ಳಲಾಗಿದೆ. ಸ್ಥಳೀಯ ನಿವಾಸಿಗಳು ಯುವಕನ ವರ್ತನೆಯ ವಿಡಿಯೋವನ್ನು ಸಾಮಾಜಿಕ ಜಾಲತಾಣದಲ್ಲಿ ಹಂಚಿಕೊಂಡಿದ್ದಾರೆ. xyxy=(1086,1924,1298,2124)
left-story2-headline: ಹೊನ್ನಾಳಿಯಲ್ಲಿ ಭಾರೀ ಮಳೆ: ತಾಲೂಕು ಆಸ್ಪತ್ರೆ ಒಳಗೆ ನುಗ್ಗಿದ ನೀರು xyxy=(16,553,304,608)
photo-white-shirt xyxy=(1218,441,1305,506)
lead-col4-text: ಲಂಚ ಪಡೆದಿದ್ದಾರೆ. ಗಣಿಗಾರಿಕೆಗೆ ಅನುಮತಿ ನೀಡಿದ ವಿಚಾರದಲ್ಲಿ ಬಿಜೆಪಿ ನಾಯಕರ ಮೇಲೆ ಗಂಭೀರ ಆರೋಪಗಳಿವೆ. ಅವುಗಳ ಬಗ್ಗೆ ರಾಜ್ಯಪಾಲರು ಯಾಕೆ ಕ್ರಮ ಕೈಗೊಳ್ಳುತ್ತಿಲ್ಲ ಎಂದು ಪ್ರಶ್ನಿಸಿದರು. ಸಂವಿಧಾನ ಬದ್ಧವಾಗಿ ನಡೆದುಕೊಳ್ಳಬೇಕಾದ ರಾಜ್ಯಪಾಲರು ಪಕ್ಷಪಾತ ಮಾಡುತ್ತಿದ್ದಾರೆ. ಇದರ ವಿರುದ್ಧ ರಾಜ್ಯಾದ್ಯಂತ ಹೋರಾಟ ನಡೆಯಲಿದೆ ಎಂದು ತಿಳಿಸಿದರು. xyxy=(1321,303,1521,418)
darshan-dateline: ಬೆಂಗಳೂರು: xyxy=(1033,777,1080,790)
mid-text2: ಈ ಹಿಂದೆಯೂ ಹಲವು ನಟರು ಶಿಕ್ಷೆಗೆ ಒಳಗಾಗಿದ್ದಾರೆ. ಕಾನೂನು ಎಲ್ಲರಿಗೂ ಒಂದೇ ಎಂಬುದನ್ನು ನ್ಯಾಯಾಲಯ ಮತ್ತೊಮ್ಮೆ ಸಾಬೀತುಪಡಿಸಿದೆ. 2023ರ ಆಗಸ್ಟ್ ತಿಂಗಳಿನಲ್ಲಿ ನಡೆದ ಘಟನೆ ಕುರಿತು ತನಿಖೆ ನಡೆಸಲಾಗಿದ್ದು 30 ಜನರ ಹೇಳಿಕೆ ಪಡೆಯಲಾಗಿದೆ. xyxy=(704,1437,1068,1484)
day-label: ಬುಧವಾರ xyxy=(172,61,216,78)
forest-subhead: ಅರಣ್ಯ ಇಲಾಖೆ ನಿರ್ಧಾರ! xyxy=(83,2122,269,2148)
photo-face xyxy=(775,244,848,325)
